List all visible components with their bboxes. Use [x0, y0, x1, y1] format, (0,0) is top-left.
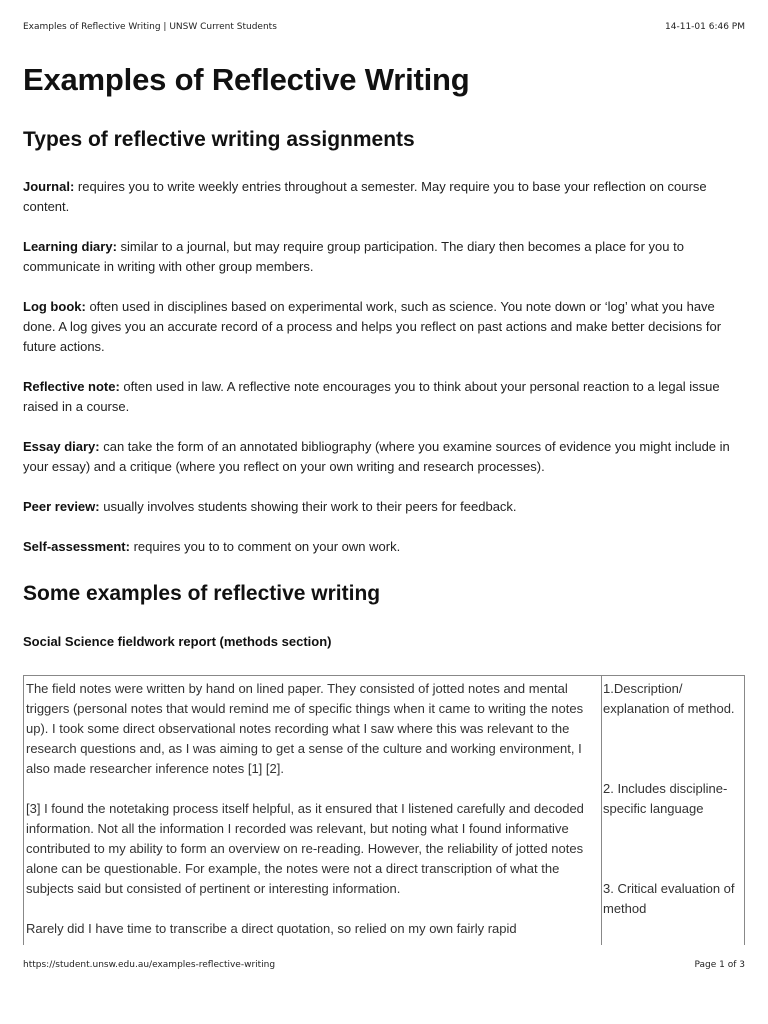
page-title: Examples of Reflective Writing: [23, 62, 470, 97]
term-label: Log book:: [23, 299, 86, 314]
term-journal: [23, 177, 745, 217]
term-label: Journal:: [23, 179, 75, 194]
term-text: similar to a journal, but may require group participation. The diary then becomes a place for you to communicate in writing with other group members.: [23, 239, 684, 274]
example-paragraph: The field notes were written by hand on lined paper. They consisted of jotted notes and mental triggers (personal notes that would remind me of specific things when it came to writing the notes up). I took some direct observational notes recording what I saw where this was relevant to the research questions and, as I was aiming to get a sense of the culture and working environment, I also made researcher inference notes [1] [2].: [26, 681, 584, 776]
term-self-assessment: [23, 537, 745, 557]
annotation-note: 3. Critical evaluation of method: [603, 881, 735, 916]
annotation-column: [602, 676, 744, 945]
example-text-column: [24, 676, 602, 945]
term-text: requires you to write weekly entries throughout a semester. May require you to base your reflection on course content.: [23, 179, 707, 214]
print-footer-url: https://student.unsw.edu.au/examples-reflective-writing: [23, 960, 276, 970]
term-label: Self-assessment:: [23, 539, 130, 554]
term-peer-review: [23, 497, 745, 517]
print-header: [23, 22, 745, 32]
term-text: can take the form of an annotated bibliography (where you examine sources of evidence you might include in your essay) and a critique (where you reflect on your own writing and research processes).: [23, 439, 730, 474]
annotation-note: 1.Description/ explanation of method.: [603, 681, 735, 716]
term-text: usually involves students showing their work to their peers for feedback.: [99, 499, 517, 514]
term-text: often used in law. A reflective note encourages you to think about your personal reaction to a legal issue raised in a course.: [23, 379, 720, 414]
document-content: [23, 60, 745, 936]
example-paragraph: Rarely did I have time to transcribe a direct quotation, so relied on my own fairly rapid: [26, 921, 517, 936]
term-label: Learning diary:: [23, 239, 117, 254]
print-header-datetime: 14-11-01 6:46 PM: [665, 22, 745, 32]
print-header-title: Examples of Reflective Writing | UNSW Current Students: [23, 22, 277, 32]
print-footer: [23, 960, 745, 970]
term-reflective-note: [23, 377, 745, 417]
section-heading-types: Types of reflective writing assignments: [23, 128, 415, 151]
term-text: requires you to to comment on your own work.: [129, 539, 401, 554]
annotation-note: 2. Includes discipline-specific language: [603, 781, 728, 816]
example-table: [23, 675, 745, 945]
term-label: Peer review:: [23, 499, 100, 514]
term-essay-diary: [23, 437, 745, 477]
term-learning-diary: [23, 237, 745, 277]
term-label: Reflective note:: [23, 379, 120, 394]
term-label: Essay diary:: [23, 439, 100, 454]
print-footer-page: Page 1 of 3: [694, 960, 745, 970]
term-log-book: [23, 297, 745, 357]
example-paragraph: [3] I found the notetaking process itself helpful, as it ensured that I listened carefully and decoded information. Not all the information I recorded was relevant, but noting what I found informative contributed to my ability to form an overview on re-reading. However, the reliability of jotted notes alone can be questionable. For example, the notes were not a direct transcription of what the subjects said but consisted of pertinent or interesting information.: [26, 801, 584, 896]
example-subheading: Social Science fieldwork report (methods section): [23, 634, 332, 649]
section-heading-examples: Some examples of reflective writing: [23, 582, 381, 605]
term-text: often used in disciplines based on experimental work, such as science. You note down or ‘log’ what you have done. A log gives you an accurate record of a process and helps you reflect on past actions and make better decisions for future actions.: [23, 299, 722, 354]
